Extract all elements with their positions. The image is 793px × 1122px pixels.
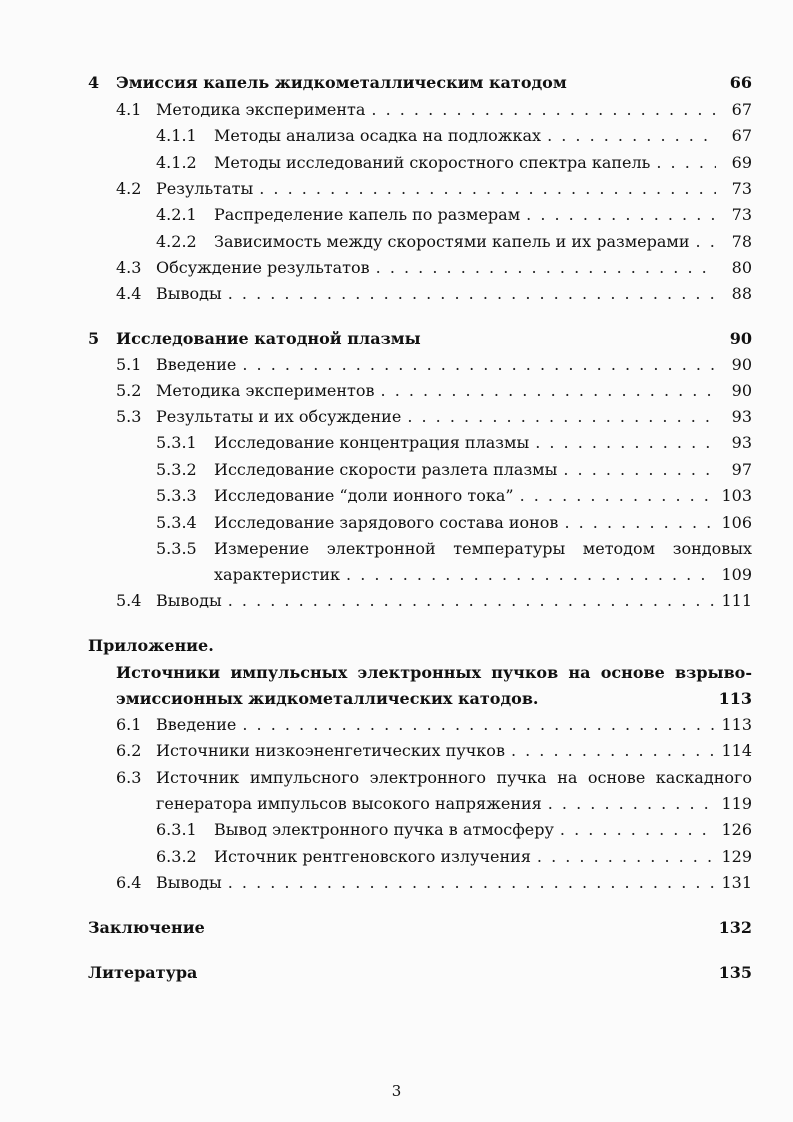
toc-section-6-3[interactable] (88, 765, 752, 791)
toc-chapter-4[interactable] (88, 70, 752, 96)
toc-section-6-4[interactable] (88, 870, 752, 896)
page-ref: 90 (731, 355, 752, 374)
toc-section-5-3[interactable] (88, 404, 752, 430)
page-number: 3 (391, 1082, 402, 1100)
subsection-title: Методы исследований скоростного спектра капель (214, 153, 651, 172)
page-ref: 67 (731, 126, 752, 145)
subsection-title: Методы анализа осадка на подложках (214, 126, 542, 145)
page-ref: 73 (731, 205, 752, 224)
page-ref: 67 (731, 100, 752, 119)
toc-subsection-5-3-2[interactable] (88, 457, 752, 483)
chapter-number: 5 (88, 329, 100, 348)
section-number: 4.3 (116, 258, 142, 277)
subsection-number: 4.1.2 (156, 153, 197, 172)
section-number: 5.3 (116, 407, 142, 426)
page-ref: 97 (731, 460, 752, 479)
page-ref: 66 (729, 73, 752, 92)
subsection-number: 4.2.2 (156, 232, 197, 251)
section-number: 5.1 (116, 355, 142, 374)
toc-section-6-3-cont[interactable] (88, 791, 752, 817)
subsection-title: Исследование концентрация плазмы (214, 433, 530, 452)
appendix-label: Приложение. (88, 636, 214, 655)
subsection-number: 4.1.1 (156, 126, 197, 145)
toc-section-5-1[interactable] (88, 352, 752, 378)
subsection-title: Распределение капель по размерам (214, 205, 521, 224)
toc-subsection-5-3-5[interactable] (88, 536, 752, 562)
chapter-title: Эмиссия капель жидкометаллическим катодом (116, 73, 567, 92)
chapter-title: Исследование катодной плазмы (116, 329, 421, 348)
toc-section-4-2[interactable] (88, 176, 752, 202)
toc-subsection-4-2-1[interactable] (88, 202, 752, 228)
section-title-line1: Источник импульсного электронного пучка на основе каскадного (156, 768, 752, 787)
section-title: Выводы (156, 873, 222, 892)
page-ref: 135 (718, 963, 752, 982)
section-title: Введение (156, 715, 237, 734)
subsection-number: 6.3.1 (156, 820, 197, 839)
toc-subsection-5-3-3[interactable] (88, 483, 752, 509)
section-number: 6.2 (116, 741, 142, 760)
appendix-title-line2-row[interactable] (116, 686, 752, 712)
page-ref: 119 (721, 794, 752, 813)
toc-section-4-3[interactable] (88, 255, 752, 281)
section-title: Выводы (156, 284, 222, 303)
page-ref: 114 (721, 741, 752, 760)
toc-subsection-5-3-4[interactable] (88, 510, 752, 536)
section-number: 4.2 (116, 179, 142, 198)
section-title: Методика эксперимента (156, 100, 366, 119)
toc-section-6-1[interactable] (88, 712, 752, 738)
subsection-number: 5.3.1 (156, 433, 197, 452)
page-ref: 80 (731, 258, 752, 277)
toc-subsection-4-2-2[interactable] (88, 229, 752, 255)
section-number: 6.4 (116, 873, 142, 892)
section-title: Методика экспериментов (156, 381, 375, 400)
page-ref: 113 (718, 689, 752, 708)
section-title: Результаты (156, 179, 254, 198)
chapter-number: 4 (88, 73, 100, 92)
subsection-number: 5.3.5 (156, 539, 197, 558)
toc-section-6-2[interactable] (88, 738, 752, 764)
toc-section-5-2[interactable] (88, 378, 752, 404)
page-ref: 103 (721, 486, 752, 505)
page-ref: 131 (721, 873, 752, 892)
page-ref: 132 (718, 918, 752, 937)
toc-section-5-4[interactable] (88, 588, 752, 614)
section-number: 6.1 (116, 715, 142, 734)
page-ref: 69 (731, 153, 752, 172)
subsection-title: Вывод электронного пучка в атмосферу (214, 820, 554, 839)
subsection-title-line2: характеристик (214, 565, 341, 584)
subsection-title: Исследование зарядового состава ионов (214, 513, 559, 532)
section-title: Выводы (156, 591, 222, 610)
subsection-title: Исследование “доли ионного тока” (214, 486, 514, 505)
subsection-number: 5.3.4 (156, 513, 197, 532)
toc-section-4-4[interactable] (88, 281, 752, 307)
page-ref: 113 (721, 715, 752, 734)
subsection-title-line1: Измерение электронной температуры методом зондовых (214, 539, 752, 558)
section-title: Обсуждение результатов (156, 258, 370, 277)
toc-chapter-5[interactable] (88, 326, 752, 352)
page-ref: 129 (721, 847, 752, 866)
toc-subsection-5-3-5-cont[interactable] (88, 562, 752, 588)
toc-conclusion[interactable] (88, 915, 752, 941)
page-ref: 111 (721, 591, 752, 610)
page-ref: 73 (731, 179, 752, 198)
subsection-title: Исследование скорости разлета плазмы (214, 460, 558, 479)
page-ref: 93 (731, 407, 752, 426)
section-number: 4.1 (116, 100, 142, 119)
toc-subsection-4-1-1[interactable] (88, 123, 752, 149)
toc-subsection-4-1-2[interactable] (88, 150, 752, 176)
section-number: 5.2 (116, 381, 142, 400)
section-number: 4.4 (116, 284, 142, 303)
section-number: 5.4 (116, 591, 142, 610)
subsection-number: 5.3.3 (156, 486, 197, 505)
subsection-number: 5.3.2 (156, 460, 197, 479)
toc-subsection-6-3-1[interactable] (88, 817, 752, 843)
subsection-number: 4.2.1 (156, 205, 197, 224)
page-ref: 88 (731, 284, 752, 303)
appendix-title-line1[interactable]: Источники импульсных электронных пучков на основе взрыво- (116, 663, 752, 682)
toc-section-4-1[interactable] (88, 97, 752, 123)
page-ref: 90 (729, 329, 752, 348)
toc-subsection-6-3-2[interactable] (88, 844, 752, 870)
page-ref: 106 (721, 513, 752, 532)
page-ref: 78 (731, 232, 752, 251)
subsection-number: 6.3.2 (156, 847, 197, 866)
toc-references[interactable] (88, 960, 752, 986)
section-number: 6.3 (116, 768, 142, 787)
page-ref: 109 (721, 565, 752, 584)
section-title: Результаты и их обсуждение (156, 407, 402, 426)
page-ref: 90 (731, 381, 752, 400)
subsection-title: Источник рентгеновского излучения (214, 847, 531, 866)
references-title: Литература (88, 963, 198, 982)
section-title: Источники низкоэненгетических пучков (156, 741, 505, 760)
section-title: Введение (156, 355, 237, 374)
page-ref: 93 (731, 433, 752, 452)
page-ref: 126 (721, 820, 752, 839)
subsection-title: Зависимость между скоростями капель и их размерами (214, 232, 690, 251)
section-title-line2: генератора импульсов высокого напряжения (156, 794, 542, 813)
toc-subsection-5-3-1[interactable] (88, 430, 752, 456)
conclusion-title: Заключение (88, 918, 205, 937)
appendix-title-line2: эмиссионных жидкометаллических катодов. (116, 689, 539, 708)
